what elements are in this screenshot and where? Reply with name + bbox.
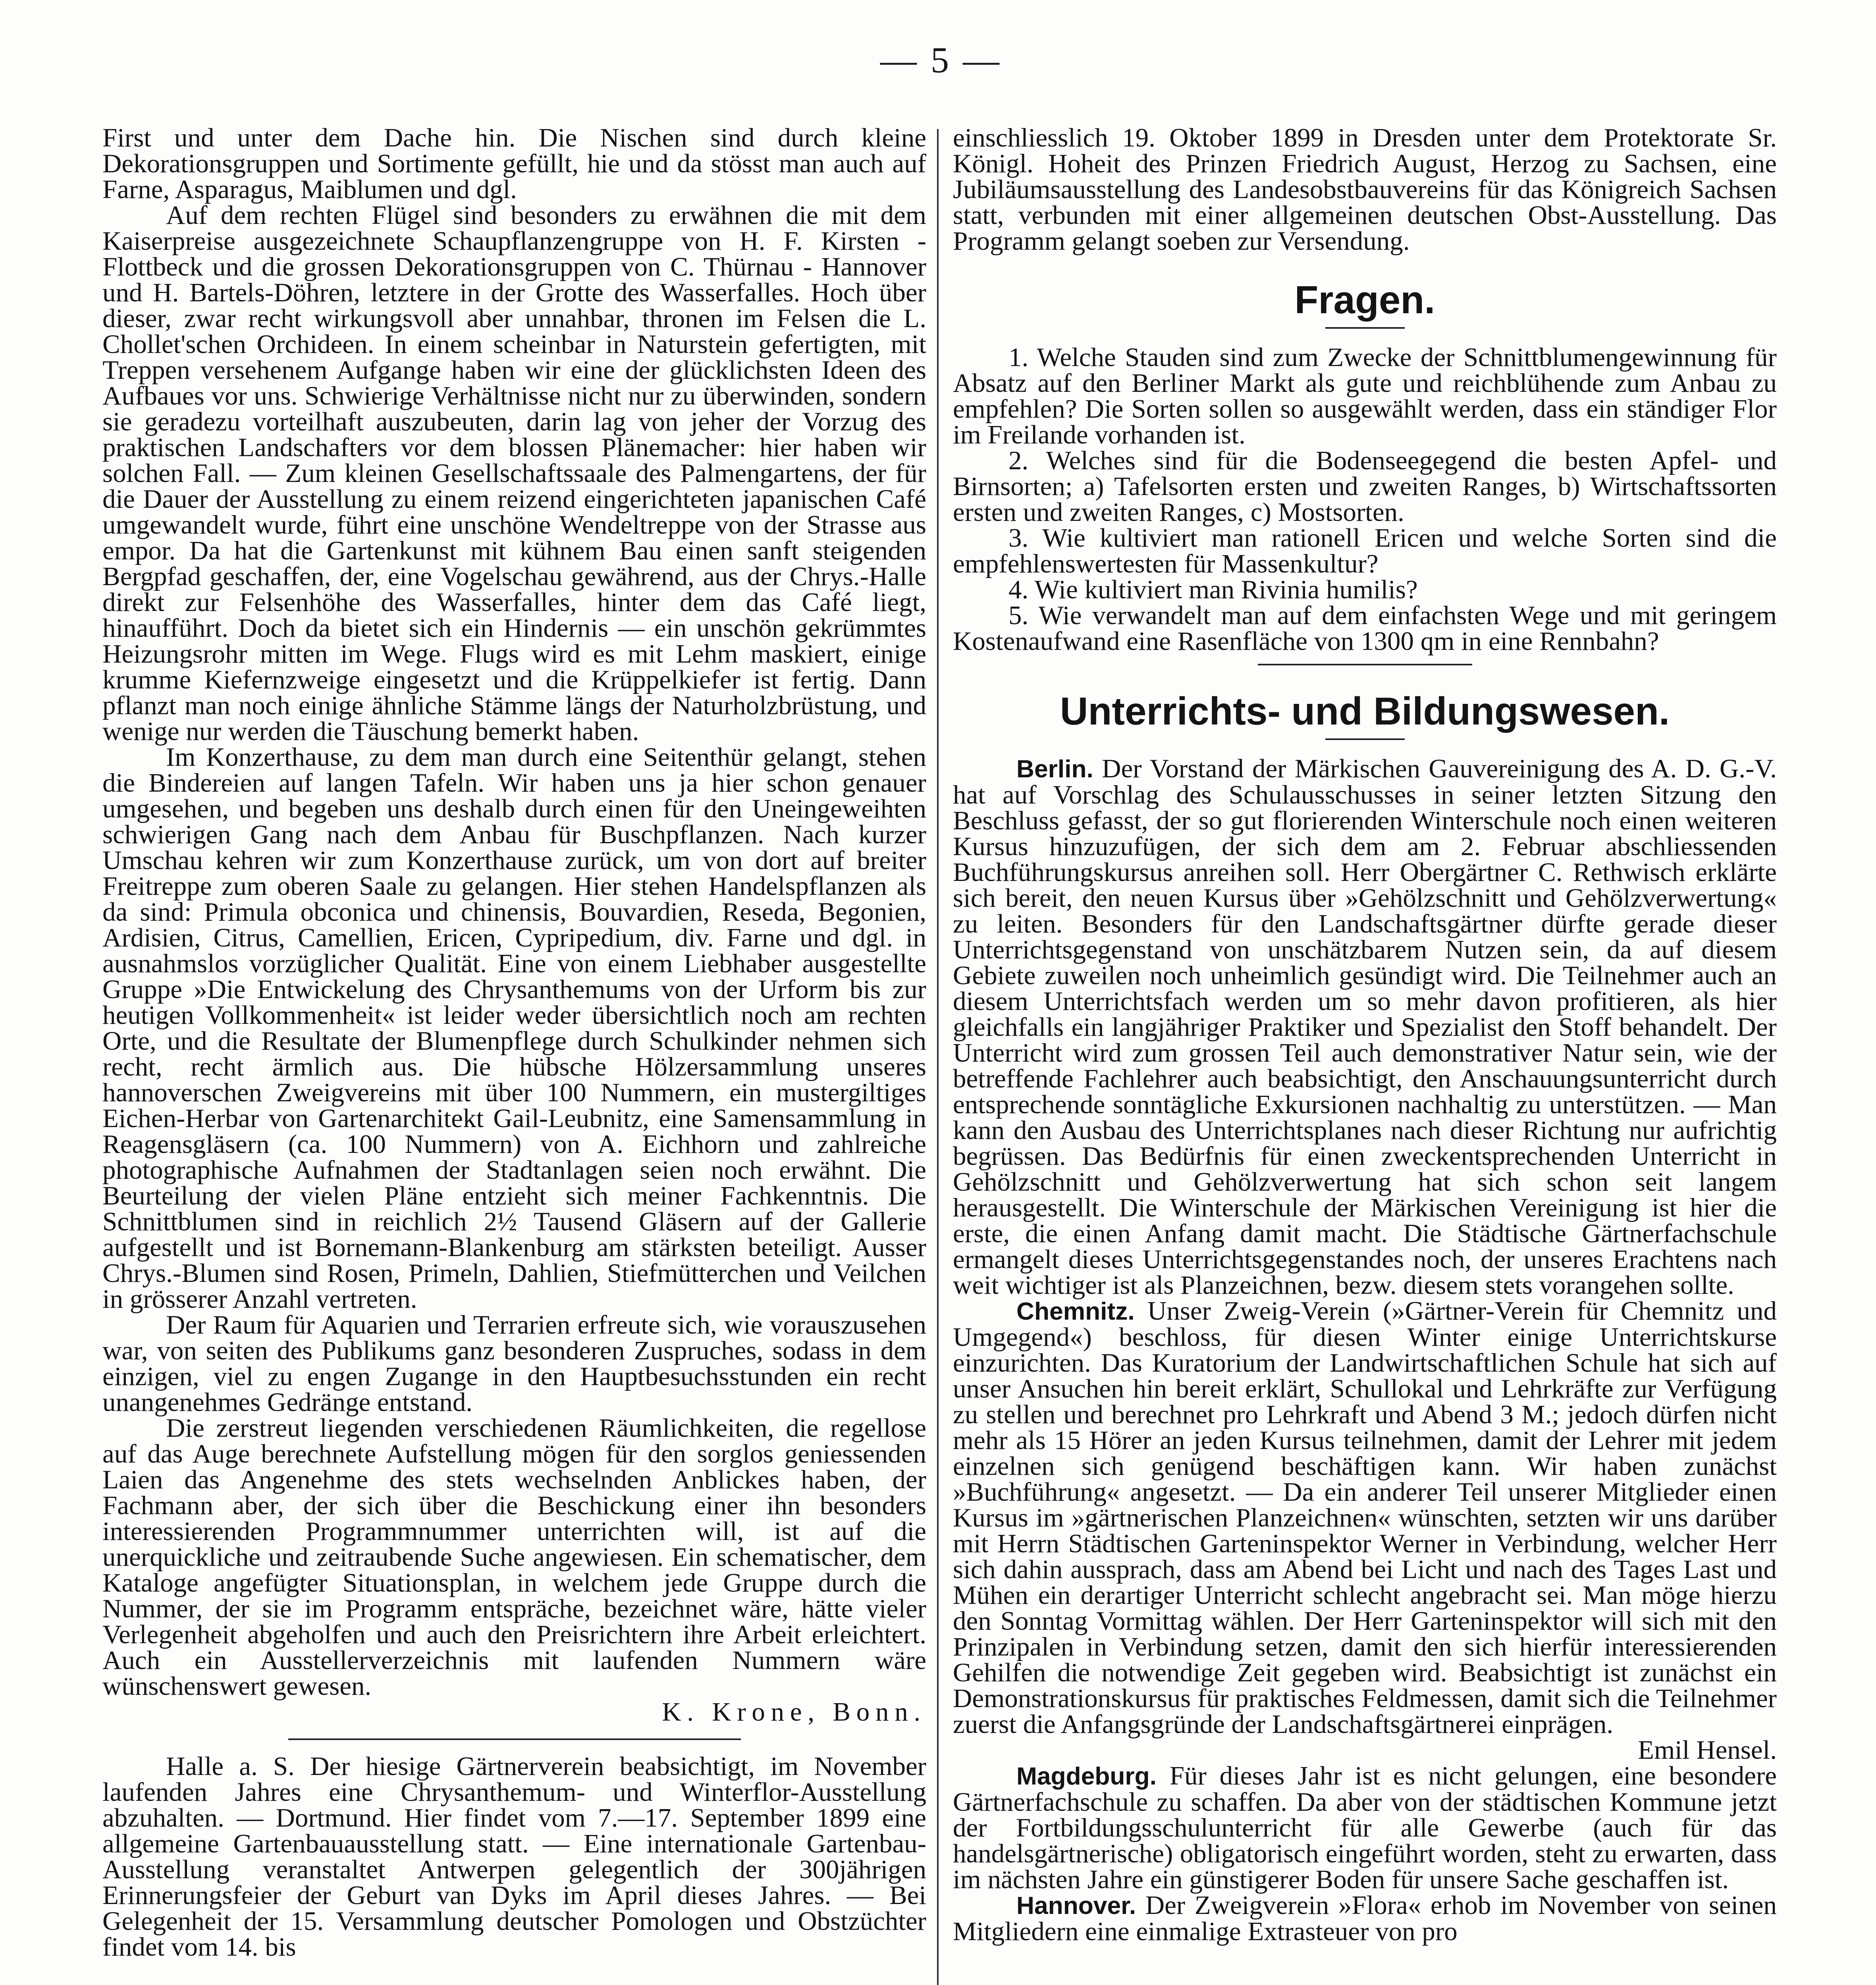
berlin-text: Der Vorstand der Märkischen Gauvereinigung des A. D. G.-V. hat auf Vorschlag des Schulausschusses in seiner letzten Sitzung den Beschluss gefasst, der so gut florierenden Winterschule noch einen weiteren Kursus hinzuzufügen, der sich dem am 2. Februar abschliessenden Buchführungskursus anreihen soll. Herr Obergärtner C. Rethwisch erklärte sich bereit, den neuen Kursus über »Gehölzschnitt und Gehölzverwertung« zu leiten. Besonders für den Landschaftsgärtner dürfte gerade dieser Unterrichtsgegenstand von unschätzbarem Nutzen sein, da auf diesem Gebiete zuweilen noch unheimlich gesündigt wird. Die Teilnehmer auch an diesem Unterrichtsfach werden um so mehr davon profitieren, als hier gleichfalls ein langjähriger Praktiker und Spezialist den Stoff behandelt. Der Unterricht wird zum grossen Teil auch demonstrativer Natur sein, wie der betreffende Fachlehrer auch beabsichtigt, den Anschauungsunterricht durch entsprechende sonntägliche Exkursionen nachhaltig zu unterstützen. — Man kann den Ausbau des Unterrichtsplanes nach dieser Richtung nur aufrichtig begrüssen. Das Bedürfnis für einen zweckentsprechenden Unterricht in Gehölzschnitt und Gehölzverwertung hat sich schon seit langem herausgestellt. Die Winterschule der Märkischen Vereinigung ist hier die erste, die einen Anfang damit macht. Die Städtische Gärtnerfachschule ermangelt dieses Unterrichtsgegenstandes noch, der unseres Erachtens nach weit wichtiger ist als Planzeichnen, bezw. diesem stets vorangehen sollte.	[953, 754, 1777, 1300]
heading-rule	[1325, 327, 1405, 329]
section-divider	[1258, 664, 1472, 665]
chemnitz-signature: Emil Hensel.	[1638, 1735, 1777, 1765]
chemnitz-text: Unser Zweig-Verein (»Gärtner-Verein für Chemnitz und Umgegend«) beschloss, für diesen Winter einige Unterrichtskurse einzurichten. Das Kuratorium der Landwirtschaftlichen Schule hat sich auf unser Ansuchen hin bereit erklärt, Schullokal und Lehrkräfte zur Verfügung zu stellen und berechnet pro Lehrkraft und Abend 3 M.; jedoch dürfen nicht mehr als 15 Hörer an jeden Kursus teilnehmen, damit der Lehrer mit jedem einzelnen sich genügend beschäftigen kann. Wir haben zunächst »Buchführung« angesetzt. — Da ein anderer Teil unserer Mitglieder einen Kursus im »gärtnerischen Planzeichnen« wünschten, setzten wir uns darüber mit Herrn Städtischen Garteninspektor Werner in Verbindung, welcher Herr sich dahin aussprach, dass am Abend bei Licht und nach des Tages Last und Mühen ein derartiger Unterricht schlecht angebracht sei. Man möge hierzu den Sonntag Vormittag wählen. Der Herr Garteninspektor will sich mit den Prinzipalen in Verbindung setzen, damit den sich hierfür interessierenden Gehilfen die notwendige Zeit gegeben wird. Beabsichtigt ist zunächst ein Demonstrationskursus für praktisches Feldmessen, damit sich die Teilnehmer zuerst die Anfangsgründe der Landschaftsgärtnerei einprägen.	[953, 1296, 1777, 1739]
question-2: 2. Welches sind für die Bodenseegegend die besten Apfel- und Birnsorten; a) Tafelsorten ersten und zweiten Ranges, b) Wirtschaftssorten ersten und zweiten Ranges, c) Mostsorten.	[953, 446, 1777, 527]
article-signature: K. Krone, Bonn.	[662, 1697, 926, 1727]
place-magdeburg: Magdeburg.	[1016, 1763, 1157, 1790]
column-divider	[937, 129, 939, 1985]
news-berlin	[953, 756, 1777, 1298]
question-5: 5. Wie verwandelt man auf dem einfachsten Wege und mit geringem Kostenaufwand eine Rasenfläche von 1300 qm in eine Rennbahn?	[953, 601, 1777, 656]
hannover-text: Der Zweigverein »Flora« erhob im November von seinen Mitgliedern eine einmalige Extrasteuer von pro	[953, 1891, 1777, 1946]
news-hannover	[953, 1892, 1777, 1945]
question-4: 4. Wie kultiviert man Rivinia humilis?	[1008, 575, 1418, 604]
magdeburg-text: Für dieses Jahr ist es nicht gelungen, eine besondere Gärtnerfachschule zu schaffen. Da aber von der städtischen Kommune jetzt der Fortbildungsschulunterricht für alle Gewerbe (auch für das handelsgärtnerische) obligatorisch eingeführt worden, steht zu erwarten, dass im nächsten Jahre ein günstigerer Boden für unsere Sache geschaffen ist.	[953, 1761, 1777, 1894]
page-number: — 5 —	[880, 40, 1002, 80]
fragen-heading: Fragen.	[1294, 278, 1435, 322]
article-paragraph-3: Im Konzerthause, zu dem man durch eine Seitenthür gelangt, stehen die Bindereien auf langen Tafeln. Wir haben uns ja hier schon genauer umgesehen, und begeben uns deshalb durch einen für den Uneingeweihten schwierigen Gang nach dem Anbau für Buschpflanzen. Nach kurzer Umschau kehren wir zum Konzerthause zurück, um von dort auf breiter Freitreppe zum oberen Saale zu gelangen. Hier stehen Handelspflanzen als da sind: Primula obconica und chinensis, Bouvardien, Reseda, Begonien, Ardisien, Citrus, Camellien, Ericen, Cypripedium, div. Farne und dgl. in ausnahmslos vorzüglicher Qualität. Eine von einem Liebhaber ausgestellte Gruppe »Die Entwickelung des Chrysanthemums von der Urform bis zur heutigen Vollkommenheit« ist leider weder übersichtlich noch am rechten Orte, und die Resultate der Blumenpflege durch Schulkinder nehmen sich recht, recht ärmlich aus. Die hübsche Hölzersammlung unseres hannoverschen Zweigvereins mit über 100 Nummern, ein mustergiltiges Eichen-Herbar von Gartenarchitekt Gail-Leubnitz, eine Samensammlung in Reagensgläsern (ca. 100 Nummern) von A. Eichhorn und zahlreiche photographische Aufnahmen der Stadtanlagen seien noch erwähnt. Die Beurteilung der vielen Pläne entzieht sich meiner Fachkenntnis. Die Schnittblumen sind in reichlich 2½ Tausend Gläsern auf der Gallerie aufgestellt und ist Bornemann-Blankenburg am stärksten beteiligt. Ausser Chrys.-Blumen sind Rosen, Primeln, Dahlien, Stiefmütterchen und Veilchen in grösserer Anzahl vertreten.	[102, 742, 926, 1314]
article-paragraph-2: Auf dem rechten Flügel sind besonders zu erwähnen die mit dem Kaiserpreise ausgezeichnete Schaupflanzengruppe von H. F. Kirsten - Flottbeck und die grossen Dekorationsgruppen von C. Thürnau - Hannover und H. Bartels-Döhren, letztere in der Grotte des Wasserfalles. Hoch über dieser, zwar recht wirkungsvoll aber unnahbar, thronen im Felsen die L. Chollet'schen Orchideen. In einem scheinbar in Naturstein gefertigten, mit Treppen versehenem Aufgange haben wir eine der glücklichsten Ideen des Aufbaues vor uns. Schwierige Verhältnisse nicht nur zu überwinden, sondern sie geradezu vorteilhaft auszubeuten, darin lag von jeher der Vorzug des praktischen Landschafters vor dem blossen Plänemacher: hier haben wir solchen Fall. — Zum kleinen Gesellschaftssaale des Palmengartens, der für die Dauer der Ausstellung zu einem reizend eingerichteten japanischen Café umgewandelt wurde, führt eine unschöne Wendeltreppe von der Strasse aus empor. Da hat die Gartenkunst mit kühnem Bau einen sanft steigenden Bergpfad geschaffen, der, eine Vogelschau gewährend, aus der Chrys.-Halle direkt zur Felsenhöhe des Wasserfalles, hinter dem das Café liegt, hinaufführt. Doch da bietet sich ein Hindernis — ein unschön gekrümmtes Heizungsrohr mitten im Wege. Flugs wird es mit Lehm maskiert, einige krumme Kiefernzweige eingesetzt und die Krüppelkiefer ist fertig. Dann pflanzt man noch einige ähnliche Stämme längs der Naturholzbrüstung, und wenige nur werden die Täuschung bemerkt haben.	[102, 200, 926, 746]
article-paragraph-5: Die zerstreut liegenden verschiedenen Räumlichkeiten, die regellose auf das Auge berechnete Aufstellung mögen für den sorglos geniessenden Laien das Angenehme des stets wechselnden Anblickes haben, der Fachmann aber, der sich über die Beschickung einer ihn besonders interessierenden Programmnummer unterrichten will, ist auf die unerquickliche und zeitraubende Suche angewiesen. Ein schematischer, dem Kataloge angefügter Situationsplan, in welchem jede Gruppe durch die Nummer, der sie im Programm entspräche, bezeichnet wäre, hätte vieler Verlegenheit abgeholfen und auch den Preisrichtern ihre Arbeit erleichtert. Auch ein Ausstellerverzeichnis mit laufenden Nummern wäre wünschenswert gewesen.	[102, 1413, 926, 1701]
left-column	[102, 125, 926, 1985]
article-paragraph-4: Der Raum für Aquarien und Terrarien erfreute sich, wie vorauszusehen war, von seiten des Publikums ganz besonderen Zuspruches, sodass in dem einzigen, viel zu engen Zugange in den Hauptbesuchsstunden ein recht unangenehmes Gedränge entstand.	[102, 1310, 926, 1417]
section-divider	[288, 1738, 741, 1740]
place-chemnitz: Chemnitz.	[1016, 1298, 1135, 1325]
place-berlin: Berlin.	[1016, 755, 1093, 783]
dresden-continuation: einschliesslich 19. Oktober 1899 in Dresden unter dem Protektorate Sr. Königl. Hoheit des Prinzen Friedrich August, Herzog zu Sachsen, eine Jubiläumsausstellung des Landesobstbauvereins für das Königreich Sachsen statt, verbunden mit einer allgemeinen deutschen Obst-Ausstellung. Das Programm gelangt soeben zur Versendung.	[953, 125, 1777, 256]
news-magdeburg	[953, 1763, 1777, 1892]
article-paragraph-1: First und unter dem Dache hin. Die Nischen sind durch kleine Dekorationsgruppen und Sortimente gefüllt, hie und da stösst man auch auf Farne, Asparagus, Maiblumen und dgl.	[102, 125, 926, 204]
question-3: 3. Wie kultiviert man rationell Ericen und welche Sorten sind die empfehlenswertesten für Massenkultur?	[953, 523, 1777, 578]
place-hannover: Hannover.	[1016, 1892, 1136, 1919]
unterricht-heading: Unterrichts- und Bildungswesen.	[1060, 689, 1670, 733]
heading-rule	[1325, 738, 1405, 740]
question-1: 1. Welche Stauden sind zum Zwecke der Schnittblumengewinnung für Absatz auf den Berliner Markt als gute und reichblühende zum Anbau zu empfehlen? Die Sorten sollen so ausgewählt werden, dass ein ständiger Flor im Freilande vorhanden ist.	[953, 343, 1777, 449]
right-column	[953, 125, 1777, 1985]
news-chemnitz	[953, 1298, 1777, 1737]
exhibition-announcements: Halle a. S. Der hiesige Gärtnerverein beabsichtigt, im November laufenden Jahres eine Chrysanthemum- und Winterflor-Ausstellung abzuhalten. — Dortmund. Hier findet vom 7.—17. September 1899 eine allgemeine Gartenbauausstellung statt. — Eine internationale Gartenbau-Ausstellung veranstaltet Antwerpen gelegentlich der 300jährigen Erinnerungsfeier der Geburt van Dyks im April dieses Jahres. — Bei Gelegenheit der 15. Versammlung deutscher Pomologen und Obstzüchter findet vom 14. bis	[102, 1752, 926, 1962]
